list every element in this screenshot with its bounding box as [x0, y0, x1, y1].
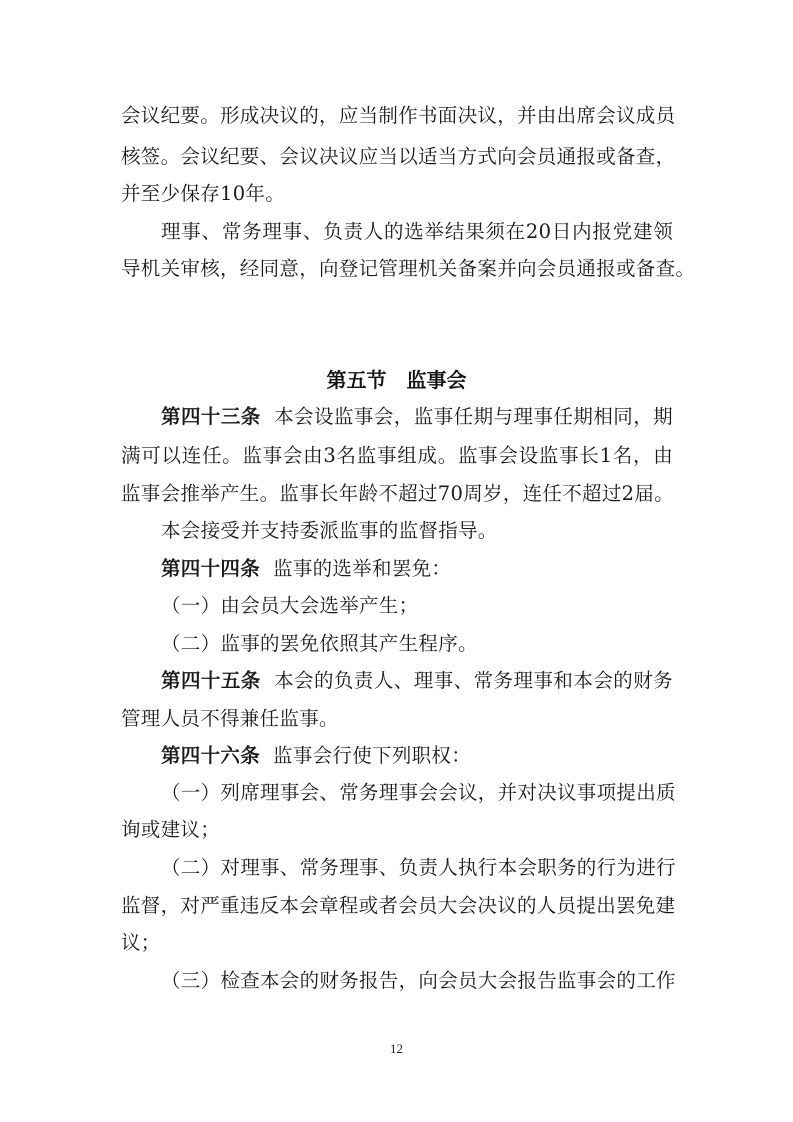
list-item: （一）由会员大会选举产生；	[161, 594, 419, 617]
list-item: （二）监事的罢免依照其产生程序。	[161, 632, 478, 655]
article-text: 本会的负责人、理事、常务理事和本会的财务	[274, 669, 673, 692]
section-heading	[0, 367, 793, 393]
paragraph-line: 本会接受并支持委派监事的监督指导。	[161, 519, 498, 542]
article-45-line	[161, 669, 673, 693]
paragraph-line: 监事会推举产生。监事长年龄不超过70周岁，连任不超过2届。	[121, 482, 674, 505]
list-item-continued: 监督，对严重违反本会章程或者会员大会决议的人员提出罢免建	[121, 894, 676, 917]
paragraph-line: 导机关审核，经同意，向登记管理机关备案并向会员通报或备查。	[121, 257, 696, 280]
article-label: 第四十四条	[161, 557, 261, 580]
list-item-continued: 议；	[121, 931, 161, 954]
article-text: 本会设监事会，监事任期与理事任期相同，期	[274, 405, 673, 428]
paragraph-line: 核签。会议纪要、会议决议应当以适当方式向会员通报或备查，	[121, 145, 676, 168]
list-item-continued: 询或建议；	[121, 818, 221, 841]
list-item: （一）列席理事会、常务理事会会议，并对决议事项提出质	[161, 781, 676, 804]
article-label: 第四十三条	[161, 405, 261, 428]
page-number: 12	[390, 1041, 403, 1056]
list-item: （二）对理事、常务理事、负责人执行本会职务的行为进行	[161, 856, 676, 879]
paragraph-line: 满可以连任。监事会由3名监事组成。监事会设监事长1名，由	[121, 444, 673, 467]
article-43-line	[161, 405, 673, 429]
section-title: 监事会	[406, 368, 467, 392]
list-item: （三）检查本会的财务报告，向会员大会报告监事会的工作	[161, 969, 676, 992]
article-label: 第四十五条	[161, 669, 261, 692]
article-44-line	[161, 557, 673, 581]
article-46-line	[161, 744, 673, 768]
article-text: 监事的选举和罢免：	[273, 557, 452, 580]
article-text: 监事会行使下列职权：	[273, 744, 472, 767]
paragraph-line: 管理人员不得兼任监事。	[121, 707, 339, 730]
paragraph-line: 并至少保存10年。	[121, 182, 286, 205]
article-label: 第四十六条	[161, 744, 261, 767]
paragraph-line: 理事、常务理事、负责人的选举结果须在20日内报党建领	[161, 220, 673, 243]
paragraph-line: 会议纪要。形成决议的，应当制作书面决议，并由出席会议成员	[121, 104, 676, 127]
section-number: 第五节	[326, 368, 387, 392]
